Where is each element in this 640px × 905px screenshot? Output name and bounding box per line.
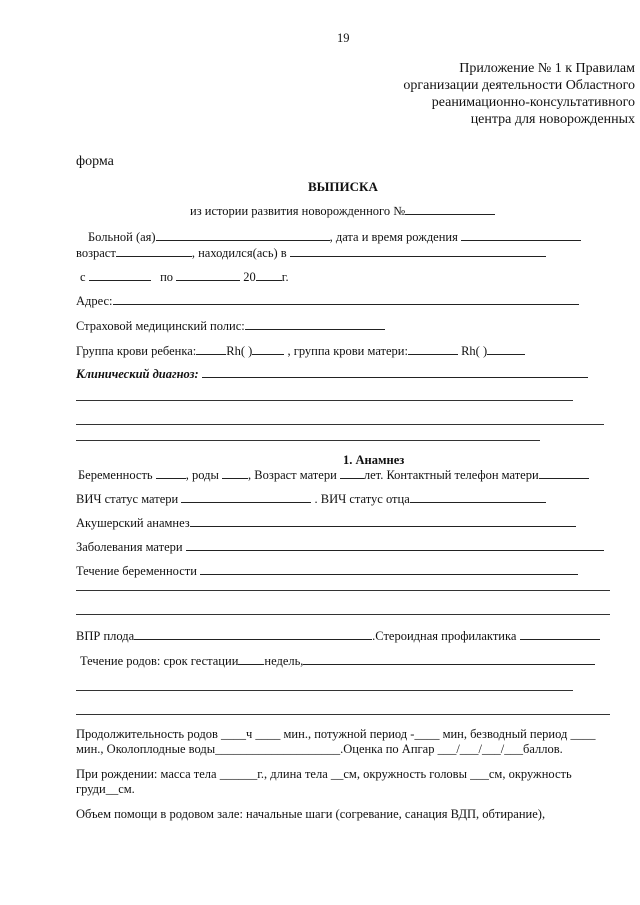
from-label: с [80,270,86,284]
vpr-label: ВПР плода [76,629,135,643]
record-number-field[interactable] [405,203,495,215]
labor-course-field[interactable] [303,653,595,665]
weeks-label: недель, [264,654,304,668]
steroid-field[interactable] [520,628,600,640]
located-label: , находился(ась) в [191,246,287,260]
steroid-label: .Стероидная профилактика [372,629,517,643]
diagnosis-field[interactable] [202,366,588,378]
hiv-mother-label: ВИЧ статус матери [76,492,179,506]
labor-line-3[interactable] [76,714,610,715]
mother-age-label: , Возраст матери [248,468,337,482]
diagnosis-line-4[interactable] [76,440,540,441]
year-label: 20 [243,270,256,284]
obstetric-row [76,515,576,531]
year-field[interactable] [256,269,282,281]
pregnancy-course-label: Течение беременности [76,564,197,578]
age-row [76,245,546,261]
address-row [76,293,579,309]
appendix-line-3: реанимационно-консультативного [431,95,635,110]
address-label: Адрес: [76,294,113,308]
insurance-label: Страховой медицинский полис: [76,319,245,333]
patient-label: Больной (ая) [88,230,156,244]
pregnancy-label: Беременность [78,468,153,482]
blood-mother-field[interactable] [408,343,458,355]
vpr-row [76,628,600,644]
datetime-label: , дата и время рождения [329,230,458,244]
appendix-line-4: центра для новорожденных [470,112,635,127]
year-suffix: г. [281,270,289,284]
period-row [80,269,289,285]
hiv-row [76,491,546,507]
mother-diseases-label: Заболевания матери [76,540,183,554]
appendix-line-2: организации деятельности Областного [403,78,635,93]
mother-age-field[interactable] [340,467,364,479]
insurance-field[interactable] [245,318,385,330]
patient-name-field[interactable] [156,229,330,241]
section-anamnesis-heading: 1. Анамнез [343,453,405,467]
blood-mother-label: , группа крови матери: [287,344,408,358]
to-date-field[interactable] [176,269,240,281]
phone-field[interactable] [539,467,589,479]
phone-label: лет. Контактный телефон матери [363,468,539,482]
obstetric-field[interactable] [190,515,576,527]
blood-child-field[interactable] [196,343,226,355]
obstetric-label: Акушерский анамнез [76,516,190,530]
hiv-father-label: . ВИЧ статус отца [314,492,410,506]
rh-child-label: Rh( ) [226,344,253,358]
birth-line-1: При рождении: масса тела ______г., длина тела __см, окружность головы ___см, окружность [76,767,572,781]
blood-row [76,343,525,359]
births-field[interactable] [222,467,248,479]
appendix-line-1: Приложение № 1 к Правилам [459,61,635,76]
pregnancy-row [78,467,589,483]
form-label: форма [76,154,114,169]
pregnancy-course-row [76,563,578,579]
rh-mother-field[interactable] [487,343,525,355]
pregnancy-course-line-2[interactable] [76,590,610,591]
address-field[interactable] [113,293,579,305]
hiv-father-field[interactable] [410,491,546,503]
age-label: возраст [76,246,116,260]
labor-row [80,653,595,669]
insurance-row [76,318,385,334]
gestation-field[interactable] [238,653,264,665]
help-volume-line: Объем помощи в родовом зале: начальные шаги (согревание, санация ВДП, обтирание), [76,807,546,821]
from-date-field[interactable] [89,269,151,281]
birth-line-2: груди__см. [76,782,135,796]
age-field[interactable] [116,245,192,257]
patient-row [88,229,581,245]
duration-line-1: Продолжительность родов ____ч ____ мин., потужной период -____ мин, безводный период ____ [76,727,596,741]
location-field[interactable] [290,245,546,257]
rh-child-field[interactable] [252,343,284,355]
diagnosis-label: Клинический диагноз: [76,367,199,381]
datetime-field[interactable] [461,229,581,241]
pregnancy-course-line-3[interactable] [76,614,610,615]
diagnosis-line-3[interactable] [76,424,604,425]
rh-mother-label: Rh( ) [461,344,488,358]
pregnancy-field[interactable] [156,467,186,479]
mother-diseases-field[interactable] [186,539,604,551]
subtitle-text: из истории развития новорожденного № [190,204,406,218]
to-label: по [160,270,174,284]
hiv-mother-field[interactable] [181,491,311,503]
diagnosis-row [76,366,588,382]
labor-line-2[interactable] [76,690,573,691]
births-label: , роды [185,468,219,482]
pregnancy-course-field[interactable] [200,563,578,575]
document-subtitle [190,203,495,219]
document-title: ВЫПИСКА [308,179,378,194]
vpr-field[interactable] [134,628,372,640]
page-number: 19 [337,31,350,45]
diagnosis-line-2[interactable] [76,400,573,401]
blood-child-label: Группа крови ребенка: [76,344,197,358]
duration-line-2: мин., Околоплодные воды____________________.Оценка по Апгар ___/___/___/___баллов. [76,742,563,756]
labor-label: Течение родов: срок гестации [80,654,239,668]
mother-diseases-row [76,539,604,555]
